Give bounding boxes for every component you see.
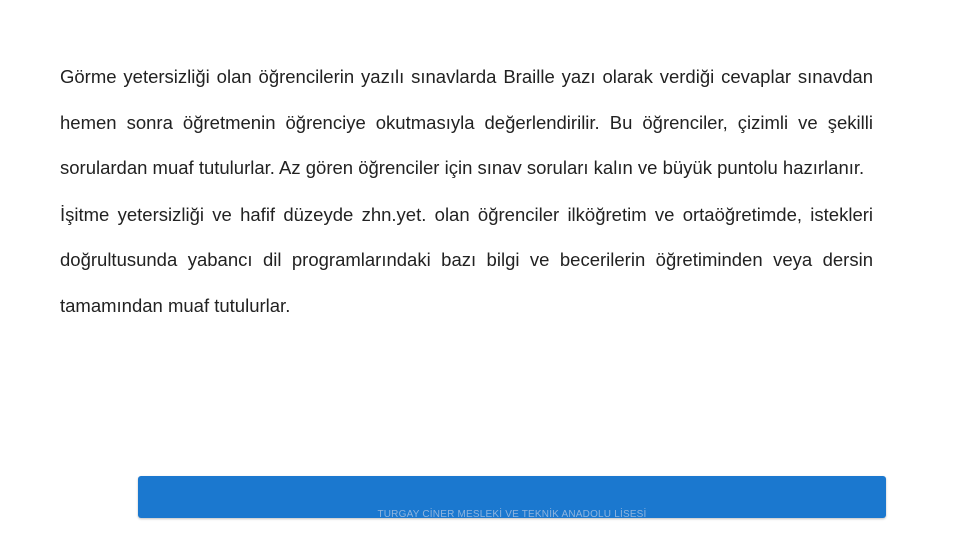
paragraph-hearing-impairment: İşitme yetersizliği ve hafif düzeyde zhn.yet. olan öğrenciler ilköğretim ve ortaöğretimde, istekleri doğrultusunda yabancı dil programlarındaki bazı bilgi ve becerilerin öğretiminden veya dersin tamamından muaf tutulurlar. <box>60 203 873 316</box>
paragraph-visual-impairment: Görme yetersizliği olan öğrencilerin yazılı sınavlarda Braille yazı olarak verdiği cevaplar sınavdan hemen sonra öğretmenin öğrenciye okutmasıyla değerlendirilir. Bu öğrenciler, çizimli ve şekilli sorulardan muaf tutulurlar. Az gören öğrenciler için sınav soruları kalın ve büyük puntolu hazırlanır. <box>60 66 873 178</box>
footer-school-name: TURGAY CİNER MESLEKİ VE TEKNİK ANADOLU LİSESİ <box>377 509 647 520</box>
footer-bar <box>138 476 886 518</box>
slide-body <box>60 54 873 328</box>
